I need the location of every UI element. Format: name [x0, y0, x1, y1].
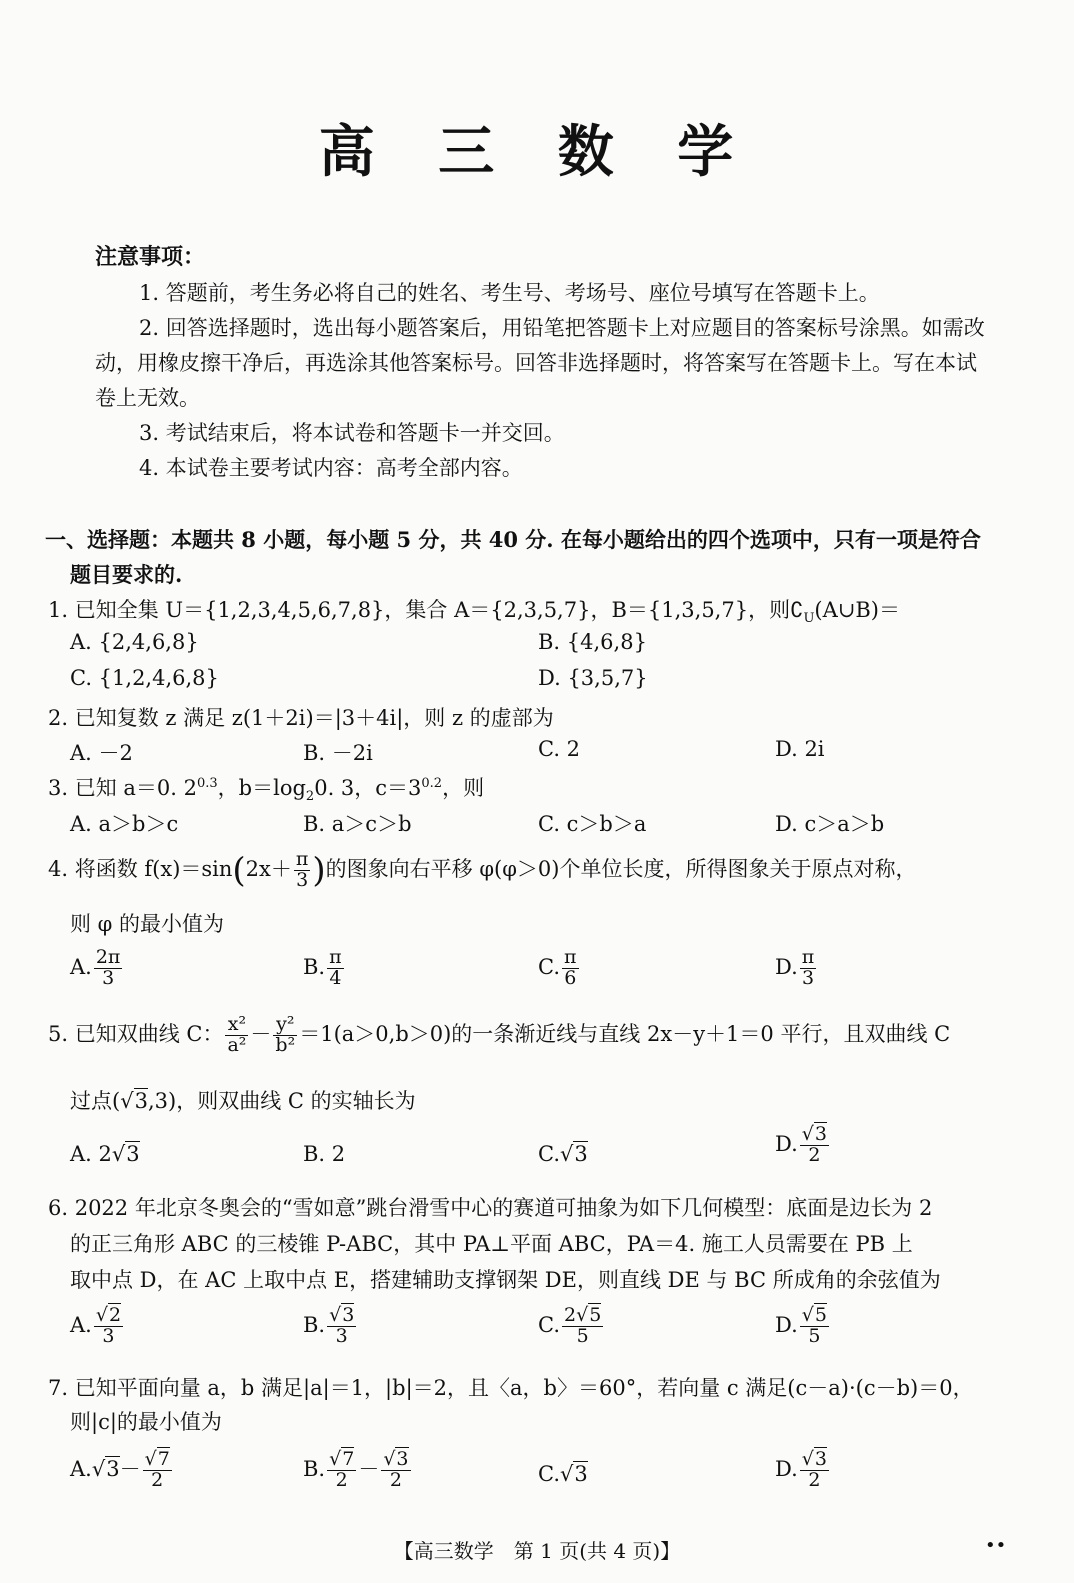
question-6-stem-cont-1: 的正三角形 ABC 的三棱锥 P-ABC，其中 PA⊥平面 ABC，PA＝4. 施工人员需要在 PB 上: [70, 1232, 913, 1256]
question-6-stem-cont-2: 取中点 D，在 AC 上取中点 E，搭建辅助支撑钢架 DE，则直线 DE 与 BC 所成角的余弦值为: [70, 1268, 941, 1292]
q6-option-d: D. $\frac{√5}{5}$: [775, 1304, 827, 1347]
q7-option-b: B. $\frac{√7}{2}$ － $\frac{√3}{2}$: [303, 1448, 409, 1491]
notice-item-1: 1. 答题前，考生务必将自己的姓名、考生号、考场号、座位号填写在答题卡上。: [139, 281, 880, 305]
q7-option-a: A.√3－ $\frac{√7}{2}$: [70, 1448, 170, 1491]
q2-option-d: D. 2i: [775, 737, 825, 761]
q5-option-a: A. 2√3: [70, 1142, 140, 1166]
q1-option-b: B. {4,6,8}: [538, 630, 647, 654]
question-2-stem: 2. 已知复数 z 满足 z(1＋2i)＝|3＋4i|，则 z 的虚部为: [48, 706, 554, 730]
q6-option-b: B. $\frac{√3}{3}$: [303, 1304, 355, 1347]
corner-mark: ••: [985, 1535, 1007, 1556]
q7-option-c: C.√3: [538, 1462, 588, 1486]
q2-option-c: C. 2: [538, 737, 581, 761]
q1-option-c: C. {1,2,4,6,8}: [70, 666, 219, 690]
q3-option-b: B. a＞c＞b: [303, 812, 412, 836]
q4-option-a: A. $\frac{2\pi}{3}$: [70, 946, 121, 989]
notice-item-2: 2. 回答选择题时，选出每小题答案后，用铅笔把答题卡上对应题目的答案标号涂黑。如需改动，用橡皮擦干净后，再选涂其他答案标号。回答非选择题时，将答案写在答题卡上。写在本试卷上无效。: [95, 316, 985, 410]
q5-option-b: B. 2: [303, 1142, 346, 1166]
q3-option-d: D. c＞a＞b: [775, 812, 885, 836]
q2-option-b: B. －2i: [303, 741, 373, 765]
question-5-stem: 5. 已知双曲线 C： $\frac{\text{x²}}{\text{a²}}$ － $\frac{\text{y²}}{\text{b²}}$ ＝1(a＞0,b＞0)的一条渐近线与直线 2x－y＋1＝0 平行，且双曲线 C: [48, 1013, 951, 1056]
q3-option-a: A. a＞b＞c: [70, 812, 179, 836]
q6-option-c: C. $\frac{2√5}{5}$: [538, 1304, 602, 1347]
q2-option-a: A. －2: [70, 741, 133, 765]
q4-option-d: D. $\frac{\pi}{3}$: [775, 946, 815, 989]
q1-option-d: D. {3,5,7}: [538, 666, 648, 690]
notice-item-4: 4. 本试卷主要考试内容：高考全部内容。: [139, 456, 523, 480]
question-6-stem: 6. 2022 年北京冬奥会的“雪如意”跳台滑雪中心的赛道可抽象为如下几何模型：底面是边长为 2: [48, 1196, 933, 1220]
section-heading-cont: 题目要求的.: [70, 562, 183, 587]
question-7-stem: 7. 已知平面向量 a，b 满足|a|＝1，|b|＝2，且〈a，b〉＝60°，若向量 c 满足(c－a)·(c－b)＝0，: [48, 1376, 974, 1400]
q5-option-c: C.√3: [538, 1142, 588, 1166]
q3-option-c: C. c＞b＞a: [538, 812, 647, 836]
question-5-stem-cont: 过点(√3,3)，则双曲线 C 的实轴长为: [70, 1089, 416, 1113]
q4-option-c: C. $\frac{\pi}{6}$: [538, 946, 577, 989]
notice-item-3: 3. 考试结束后，将本试卷和答题卡一并交回。: [139, 421, 565, 445]
page-footer: 【高三数学 第 1 页(共 4 页)】: [393, 1539, 681, 1563]
q6-option-a: A. $\frac{√2}{3}$: [70, 1304, 122, 1347]
q4-option-b: B. $\frac{\pi}{4}$: [303, 946, 342, 989]
q1-option-a: A. {2,4,6,8}: [70, 630, 199, 654]
question-3-stem: 3. 已知 a＝0. $2^{0.3}$，$b=\log_20$. 3，$c=3^{0.2}$，则: [48, 776, 485, 805]
section-heading: 一、选择题：本题共 8 小题，每小题 5 分，共 40 分. 在每小题给出的四个选项中，只有一项是符合: [45, 527, 981, 552]
q5-option-d: D. $\frac{√3}{2}$: [775, 1123, 827, 1166]
question-7-stem-cont: 则|c|的最小值为: [70, 1410, 222, 1434]
page-title: 高 三 数 学: [318, 119, 756, 185]
question-1-stem: 1. 已知全集 U＝{1,2,3,4,5,6,7,8}，集合 A＝{2,3,5,7}，B＝{1,3,5,7}，则$∁_U(A\cup B)=$: [48, 598, 900, 627]
q7-option-d: D. $\frac{√3}{2}$: [775, 1448, 827, 1491]
notice-heading: 注意事项：: [95, 244, 206, 270]
question-4-stem-cont: 则 φ 的最小值为: [70, 912, 225, 936]
question-4-stem: 4. 将函数 f(x)＝sin(2x＋ $\frac{\pi}{3}$ )的图象向右平移 φ(φ＞0)个单位长度，所得图象关于原点对称，: [48, 848, 917, 891]
